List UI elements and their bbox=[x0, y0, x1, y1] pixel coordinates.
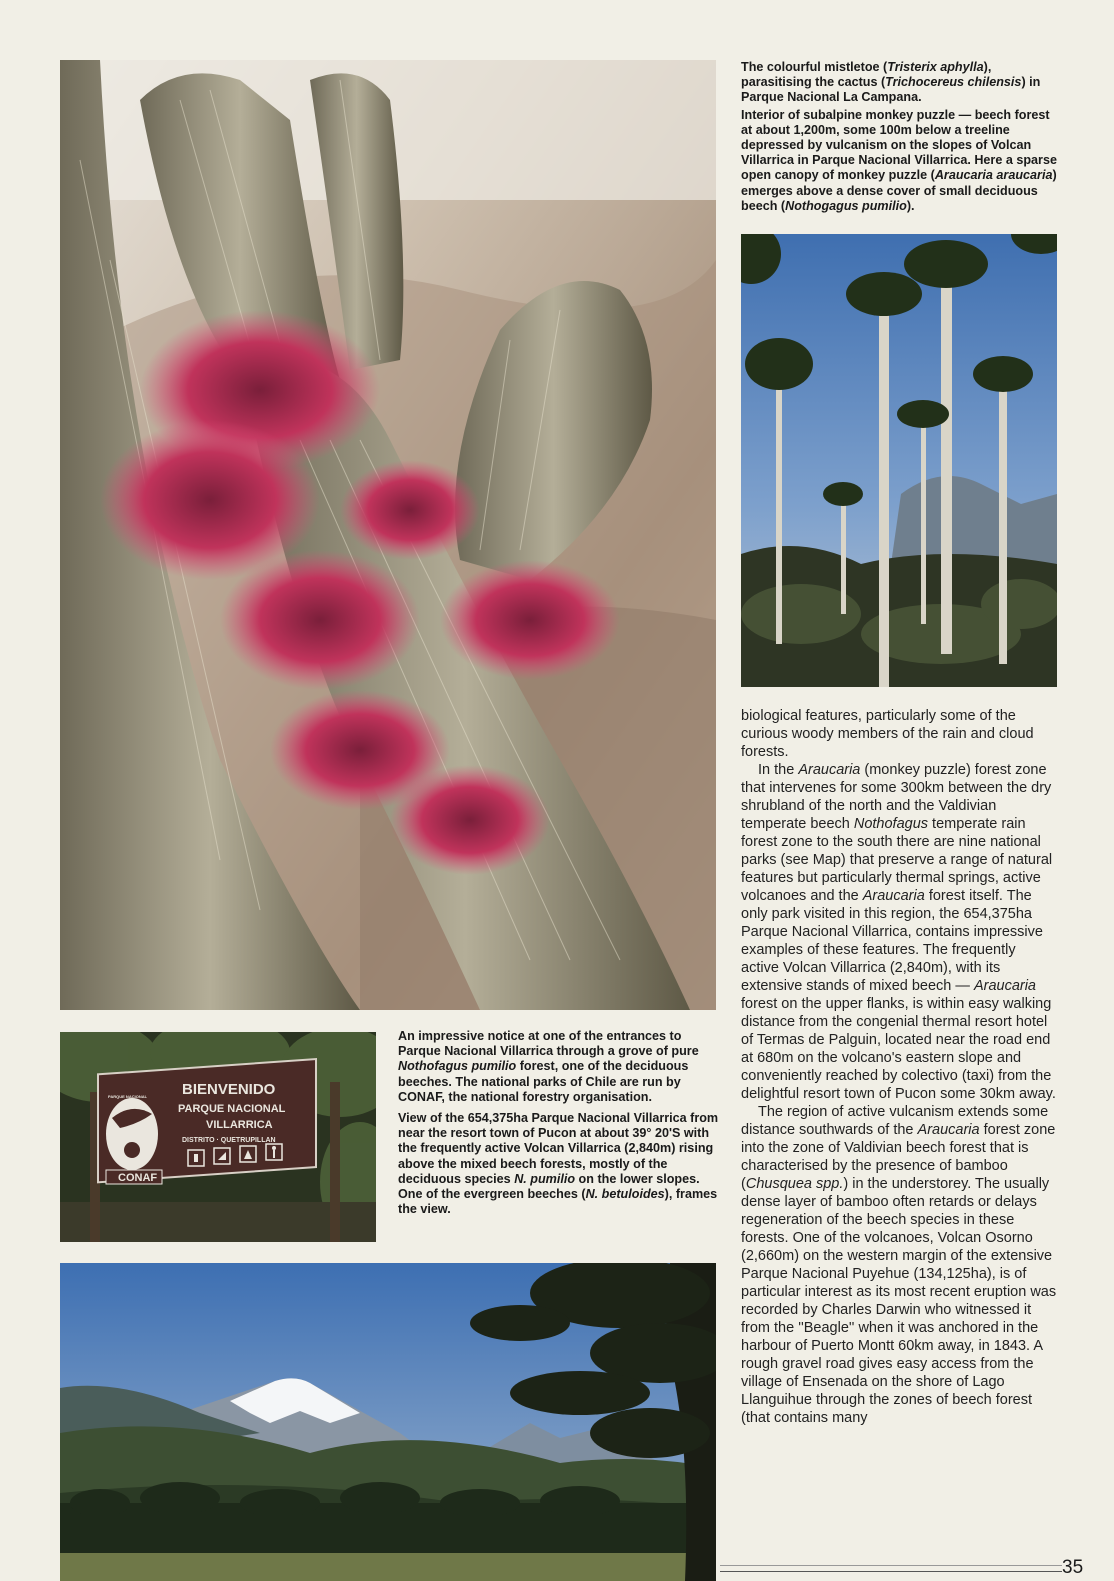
sign-brand: CONAF bbox=[118, 1172, 158, 1184]
caption-sign: An impressive notice at one of the entrances to Parque Nacional Villarrica through a grove of pure Nothofagus pumilio forest, one of the deciduous beeches. The national parks of Chile are run by CONAF, the national forestry organisation. bbox=[398, 1029, 699, 1104]
caption-forest-interior: Interior of subalpine monkey puzzle — beech forest at about 1,200m, some 100m below a treeline depressed by vulcanism on the slopes of Volcan Villarrica in Parque Nacional Villarrica. Here a sparse open canopy of monkey puzzle (Araucaria araucaria) emerges above a dense cover of small deciduous beech (Nothogagus pumilio). bbox=[741, 107, 1057, 213]
article-body bbox=[741, 707, 1057, 1427]
sign-park-type: PARQUE NACIONAL bbox=[178, 1103, 286, 1115]
photo-park-entrance-sign bbox=[60, 1032, 376, 1242]
sign-district: DISTRITO · QUETRUPILLAN bbox=[182, 1137, 276, 1144]
sign-welcome: BIENVENIDO bbox=[182, 1081, 276, 1098]
caption-mistletoe: The colourful mistletoe (Tristerix aphylla), parasitising the cactus (Trichocereus chilensis) in Parque Nacional La Campana. bbox=[741, 60, 1041, 105]
footer-rule bbox=[720, 1571, 1062, 1572]
body-paragraph-2: In the Araucaria (monkey puzzle) forest zone that intervenes for some 300km between the dry shrubland of the north and the Valdivian temperate beech Nothofagus temperate rain forest zone to the south there are nine national parks (see Map) that preserve a range of natural features but particularly thermal springs, active volcanoes and the Araucaria forest itself. The only park visited in this region, the 654,375ha Parque Nacional Villarrica, contains impressive examples of these features. The frequently active Volcan Villarrica (2,840m), with its extensive stands of mixed beech — Araucaria forest on the upper flanks, is within easy walking distance from the congenial thermal resort hotel of Termas de Palguin, located near the road end at 680m on the volcano's eastern slope and conveniently reached by colectivo (taxi) from the delightful resort town of Pucon some 30km away. bbox=[741, 762, 1056, 1102]
caption-volcano-view: View of the 654,375ha Parque Nacional Villarrica from near the resort town of Pucon at about 39° 20'S with the frequently active Volcan Villarrica (2,840m) rising above the mixed beech forests, mostly of the deciduous species N. pumilio on the lower slopes. One of the evergreen beeches (N. betuloides), frames the view. bbox=[398, 1111, 719, 1217]
sign-small-label: PARQUE NACIONAL bbox=[108, 1094, 148, 1099]
caption-side bbox=[398, 1029, 720, 1223]
body-paragraph-3: The region of active vulcanism extends some distance southwards of the Araucaria forest zone into the zone of Valdivian beech forest that is characterised by the presence of bamboo (Chusquea spp.) in the understorey. The usually dense layer of bamboo often retards or delays regeneration of the beech species in these forests. One of the volcanoes, Volcan Osorno (2,660m) on the western margin of the extensive Parque Nacional Puyehue (134,125ha), is of particular interest as its most recent eruption was recorded by Charles Darwin who witnessed it from the ''Beagle'' when it was anchored in the harbour of Puerto Montt 60km away, in 1843. A rough gravel road gives easy access from the village of Ensenada on the shore of Lago Llanguihue through the zones of beech forest (that contains many bbox=[741, 1104, 1057, 1426]
body-paragraph-1: biological features, particularly some of the curious woody members of the rain and cloud forests. bbox=[741, 708, 1034, 760]
page-number: 35 bbox=[1062, 1557, 1084, 1578]
sign-park-name: VILLARRICA bbox=[206, 1119, 273, 1131]
photo-monkey-puzzle-forest bbox=[741, 234, 1057, 687]
footer-rule-upper bbox=[720, 1565, 1062, 1566]
photo-cactus-mistletoe bbox=[60, 60, 716, 1010]
caption-top bbox=[741, 60, 1061, 216]
photo-volcan-villarrica bbox=[60, 1263, 716, 1581]
